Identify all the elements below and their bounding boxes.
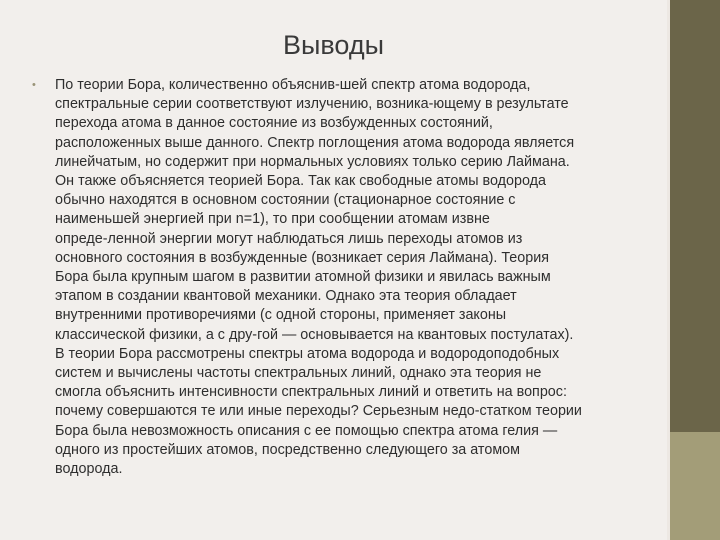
body-line: наименьшей энергией при n=1), то при сообщении атомам извне xyxy=(55,211,490,228)
side-accent-strip-dark xyxy=(670,0,720,432)
bullet-list xyxy=(32,76,652,479)
body-line: почему совершаются те или иные переходы? Серьезным недо-статком теории xyxy=(55,403,582,420)
body-line: внутренними противоречиями (с одной стороны, применяет законы xyxy=(55,307,507,324)
body-line: линейчатым, но содержит при нормальных условиях только серию Лаймана. xyxy=(55,153,570,170)
side-accent-strip-light xyxy=(670,432,720,540)
bullet-dot-icon: • xyxy=(32,79,36,91)
body-line: Бора была крупным шагом в развитии атомной физики и явилась важным xyxy=(55,269,551,286)
body-line: Бора была невозможность описания с ее помощью спектра атома гелия — xyxy=(55,422,558,439)
body-line: основного состояния в возбужденные (возникает серия Лаймана). Теория xyxy=(55,249,549,266)
body-line: В теории Бора рассмотрены спектры атома водорода и водородоподобных xyxy=(55,345,560,362)
body-line: водорода. xyxy=(55,461,123,478)
body-line: опреде-ленной энергии могут наблюдаться лишь переходы атомов из xyxy=(55,230,523,247)
slide-title: Выводы xyxy=(282,30,385,60)
body-line: одного из простейших атомов, посредственно следующего за атомом xyxy=(55,441,521,458)
body-line: расположенных выше данного. Спектр поглощения атома водорода является xyxy=(55,134,575,151)
body-line: Он также объясняется теорией Бора. Так как свободные атомы водорода xyxy=(55,173,546,190)
body-line: перехода атома в данное состояние из возбужденных состояний, xyxy=(55,115,493,132)
body-line: классической физики, а с дру-гой — основывается на квантовых постулатах). xyxy=(55,326,574,343)
body-line: обычно находятся в основном состоянии (стационарное состояние с xyxy=(55,192,516,209)
body-line: систем и вычислены частоты спектральных линий, однако эта теория не xyxy=(55,365,542,382)
body-line: этапом в создании квантовой механики. Однако эта теория обладает xyxy=(55,288,517,305)
body-line: смогла объяснить интенсивности спектральных линий и ответить на вопрос: xyxy=(55,384,567,401)
body-line: спектральные серии соответствуют излучению, возника-ющему в результате xyxy=(55,96,569,113)
body-line: По теории Бора, количественно объяснив-шей спектр атома водорода, xyxy=(55,77,531,93)
bullet-item xyxy=(32,76,652,479)
